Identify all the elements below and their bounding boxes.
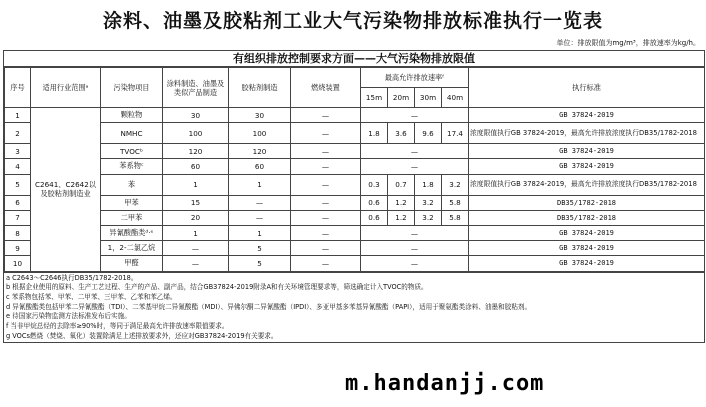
table-row: [5, 195, 705, 210]
cell-pollutant: 苯: [101, 174, 163, 195]
cell-no: 9: [5, 241, 31, 256]
cell-adhesive: 1: [229, 225, 291, 240]
cell-facility: —: [291, 195, 361, 210]
cell-pollutant: 异氰酸酯类ᵈ·ᵉ: [101, 225, 163, 240]
cell-standard: GB 37824-2019: [469, 241, 705, 256]
cell-rate-merged: —: [361, 144, 469, 159]
cell-facility: —: [291, 108, 361, 123]
cell-rate-merged: —: [361, 241, 469, 256]
footnote-d: d 异氰酸酯类包括甲苯二异氰酸酯（TDI）、二苯基甲烷二异氰酸酯（MDI）、异佛尔酮二异氰酸酯（IPDI）、多亚甲基多苯基异氰酸酯（PAPI），适用于聚氨酯类涂料、油墨和胶粘剂。: [6, 302, 532, 311]
cell-no: 4: [5, 159, 31, 174]
cell-rate-40: 5.8: [442, 195, 469, 210]
table-row: [5, 241, 705, 256]
cell-rate-merged: —: [361, 225, 469, 240]
cell-rate-merged: —: [361, 256, 469, 271]
cell-rate-30: 1.8: [415, 174, 442, 195]
table-row: [5, 174, 705, 195]
cell-adhesive: 30: [229, 108, 291, 123]
cell-facility: —: [291, 123, 361, 144]
cell-rate-40: 3.2: [442, 174, 469, 195]
cell-pollutant: TVOCᵇ: [101, 144, 163, 159]
cell-adhesive: 120: [229, 144, 291, 159]
header-h15: 15m: [361, 88, 388, 108]
cell-adhesive: 5: [229, 256, 291, 271]
cell-rate-20: 1.2: [388, 195, 415, 210]
header-facility: 燃烧装置: [291, 68, 361, 108]
cell-coating: 20: [163, 210, 229, 225]
cell-facility: —: [291, 174, 361, 195]
header-pollutant: 污染物项目: [101, 68, 163, 108]
cell-no: 6: [5, 195, 31, 210]
table-row: [5, 108, 705, 123]
cell-pollutant: 颗粒物: [101, 108, 163, 123]
cell-no: 2: [5, 123, 31, 144]
cell-pollutant: 二甲苯: [101, 210, 163, 225]
cell-standard: GB 37824-2019: [469, 225, 705, 240]
table-subtitle: 有组织排放控制要求方面——大气污染物排放限值: [4, 51, 704, 67]
header-industry: 适用行业范围ᵃ: [31, 68, 101, 108]
standards-table-frame: [3, 50, 705, 343]
cell-coating: 30: [163, 108, 229, 123]
cell-no: 8: [5, 225, 31, 240]
cell-coating: 15: [163, 195, 229, 210]
cell-rate-15: 0.6: [361, 210, 388, 225]
cell-adhesive: —: [229, 210, 291, 225]
cell-rate-30: 9.6: [415, 123, 442, 144]
cell-standard: DB35/1782-2018: [469, 210, 705, 225]
cell-pollutant: 甲苯: [101, 195, 163, 210]
cell-coating: 100: [163, 123, 229, 144]
cell-coating: 1: [163, 225, 229, 240]
header-adhesive: 胶粘剂制造: [229, 68, 291, 108]
table-row: [5, 210, 705, 225]
cell-standard: GB 37824-2019: [469, 159, 705, 174]
cell-rate-15: 1.8: [361, 123, 388, 144]
cell-coating: 120: [163, 144, 229, 159]
footnotes: [4, 272, 704, 343]
cell-coating: 1: [163, 174, 229, 195]
table-row: [5, 225, 705, 240]
cell-no: 1: [5, 108, 31, 123]
cell-rate-merged: —: [361, 159, 469, 174]
footnote-f: f 当非甲烷总烃的去除率≥90%时，等同于满足最高允许排放速率限值要求。: [6, 322, 229, 331]
cell-pollutant: NMHC: [101, 123, 163, 144]
cell-standard: GB 37824-2019: [469, 256, 705, 271]
cell-no: 5: [5, 174, 31, 195]
cell-rate-20: 0.7: [388, 174, 415, 195]
cell-coating: 60: [163, 159, 229, 174]
cell-no: 3: [5, 144, 31, 159]
cell-facility: —: [291, 159, 361, 174]
cell-adhesive: 100: [229, 123, 291, 144]
cell-facility: —: [291, 225, 361, 240]
header-h20: 20m: [388, 88, 415, 108]
cell-facility: —: [291, 144, 361, 159]
cell-standard: 浓度限值执行GB 37824-2019，最高允许排放浓度执行DB35/1782-2018: [469, 123, 705, 144]
cell-adhesive: 1: [229, 174, 291, 195]
watermark-text: m.handanjj.com: [345, 371, 545, 396]
cell-standard: DB35/1782-2018: [469, 195, 705, 210]
header-h40: 40m: [442, 88, 469, 108]
cell-pollutant: 苯系物ᶜ: [101, 159, 163, 174]
header-rate: 最高允许排放速率ᶠ: [361, 68, 469, 88]
cell-adhesive: 60: [229, 159, 291, 174]
cell-rate-20: 3.6: [388, 123, 415, 144]
cell-coating: —: [163, 241, 229, 256]
cell-rate-20: 1.2: [388, 210, 415, 225]
cell-rate-30: 3.2: [415, 210, 442, 225]
cell-rate-40: 5.8: [442, 210, 469, 225]
header-seq: 序号: [5, 68, 31, 108]
cell-rate-15: 0.3: [361, 174, 388, 195]
footnote-b: b 根据企业使用的原料、生产工艺过程、生产的产品、副产品，结合GB37824-2019附录A和有关环境管理要求等，筛选确定计入TVOC的物质。: [6, 283, 428, 292]
footnote-g: g VOCs燃烧（焚烧、氧化）装置除满足上述排放要求外，还应对GB37824-2019有关要求。: [6, 331, 278, 340]
cell-facility: —: [291, 256, 361, 271]
table-row: [5, 123, 705, 144]
cell-industry-scope: C2641、C2642以及胶粘剂制造业: [31, 108, 101, 272]
cell-standard: 浓度限值执行GB 37824-2019，最高允许排放浓度执行DB35/1782-2018: [469, 174, 705, 195]
cell-adhesive: —: [229, 195, 291, 210]
cell-standard: GB 37824-2019: [469, 108, 705, 123]
header-standard: 执行标准: [469, 68, 705, 108]
emission-limits-table: [4, 67, 705, 272]
cell-no: 7: [5, 210, 31, 225]
cell-facility: —: [291, 241, 361, 256]
cell-no: 10: [5, 256, 31, 271]
table-row: [5, 256, 705, 271]
cell-rate-30: 3.2: [415, 195, 442, 210]
cell-standard: GB 37824-2019: [469, 144, 705, 159]
header-coating: 涂料制造、油墨及类似产品制造: [163, 68, 229, 108]
unit-note: 单位：排放限值为mg/m³，排放速率为kg/h。: [556, 39, 700, 47]
cell-pollutant: 甲醛: [101, 256, 163, 271]
cell-rate-15: 0.6: [361, 195, 388, 210]
table-row: [5, 144, 705, 159]
cell-coating: —: [163, 256, 229, 271]
cell-pollutant: 1，2-二氯乙烷: [101, 241, 163, 256]
header-h30: 30m: [415, 88, 442, 108]
cell-rate-merged: —: [361, 108, 469, 123]
footnote-e: e 待国家污染物监测方法标准发布后实施。: [6, 312, 131, 321]
cell-rate-40: 17.4: [442, 123, 469, 144]
cell-facility: —: [291, 210, 361, 225]
table-row: [5, 159, 705, 174]
footnote-a: a C2643～C2646执行DB35/1782-2018。: [6, 273, 138, 282]
page-title: 涂料、油墨及胶粘剂工业大气污染物排放标准执行一览表: [102, 10, 603, 32]
footnote-c: c 苯系物包括苯、甲苯、二甲苯、三甲苯、乙苯和苯乙烯。: [6, 292, 177, 301]
cell-adhesive: 5: [229, 241, 291, 256]
